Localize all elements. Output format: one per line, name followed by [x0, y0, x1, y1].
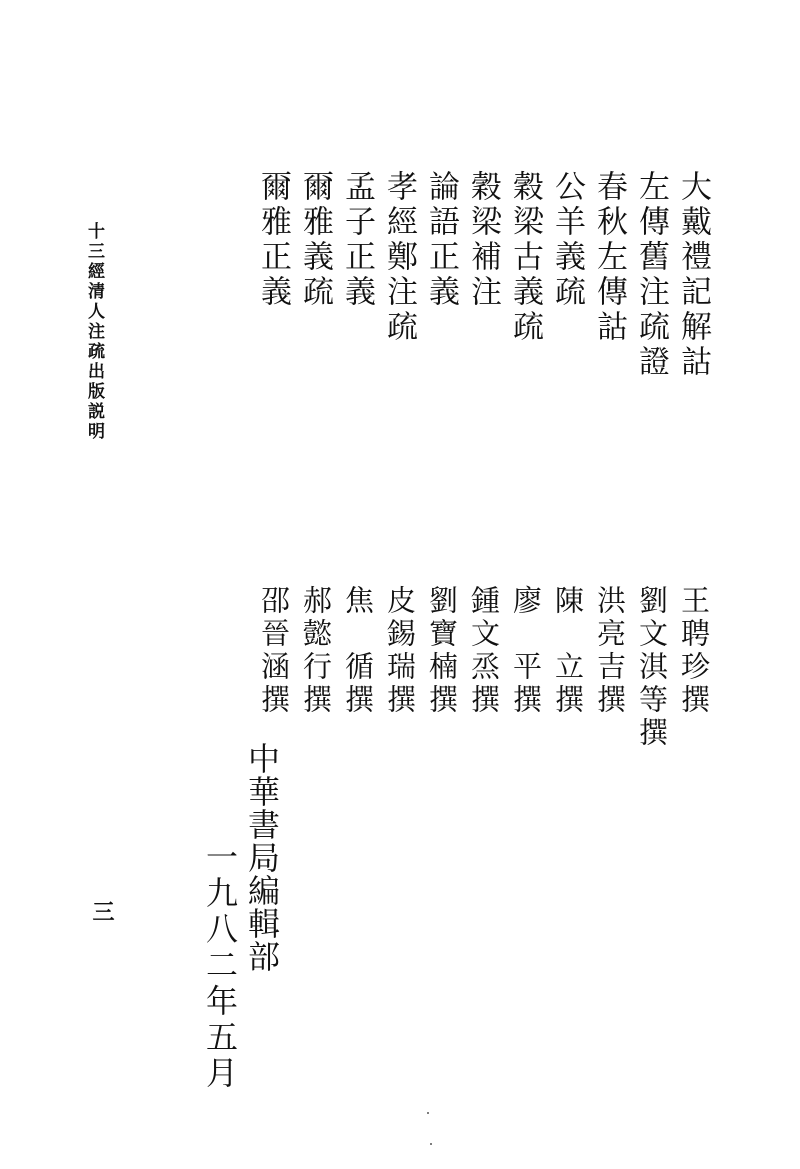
entry-title: 公羊義疏	[549, 170, 585, 310]
entry-author: 劉文淇等撰	[635, 585, 669, 750]
signature-date: 一九八二年五月	[201, 840, 239, 1092]
entry-author: 王聘珍撰	[677, 585, 711, 717]
entry-title: 爾雅義疏	[297, 170, 333, 310]
entry-author: 廖 平撰	[509, 585, 543, 717]
entry-author: 皮錫瑞撰	[383, 585, 417, 717]
entry-author: 劉寶楠撰	[425, 585, 459, 717]
page-number: 三	[89, 900, 115, 922]
entry-title: 穀梁補注	[465, 170, 501, 310]
entry-title: 孟子正義	[339, 170, 375, 310]
entry-title: 論語正義	[423, 170, 459, 310]
entry-title: 左傳舊注疏證	[633, 170, 669, 380]
entry-author: 鍾文烝撰	[467, 585, 501, 717]
entry-author: 邵晉涵撰	[257, 585, 291, 717]
entry-title: 孝經鄭注疏	[381, 170, 417, 345]
entry-author: 郝懿行撰	[299, 585, 333, 717]
running-header: 十三經清人注疏出版説明	[84, 222, 104, 442]
entry-author: 洪亮吉撰	[593, 585, 627, 717]
entry-title: 爾雅正義	[255, 170, 291, 310]
publisher-signature: 中華書局編輯部	[243, 742, 281, 973]
entry-author: 焦 循撰	[341, 585, 375, 717]
entry-author: 陳 立撰	[551, 585, 585, 717]
scan-speck	[427, 1112, 429, 1114]
scan-speck	[430, 1143, 432, 1145]
entry-title: 穀梁古義疏	[507, 170, 543, 345]
entry-title: 春秋左傳詁	[591, 170, 627, 345]
entry-title: 大戴禮記解詁	[675, 170, 711, 380]
